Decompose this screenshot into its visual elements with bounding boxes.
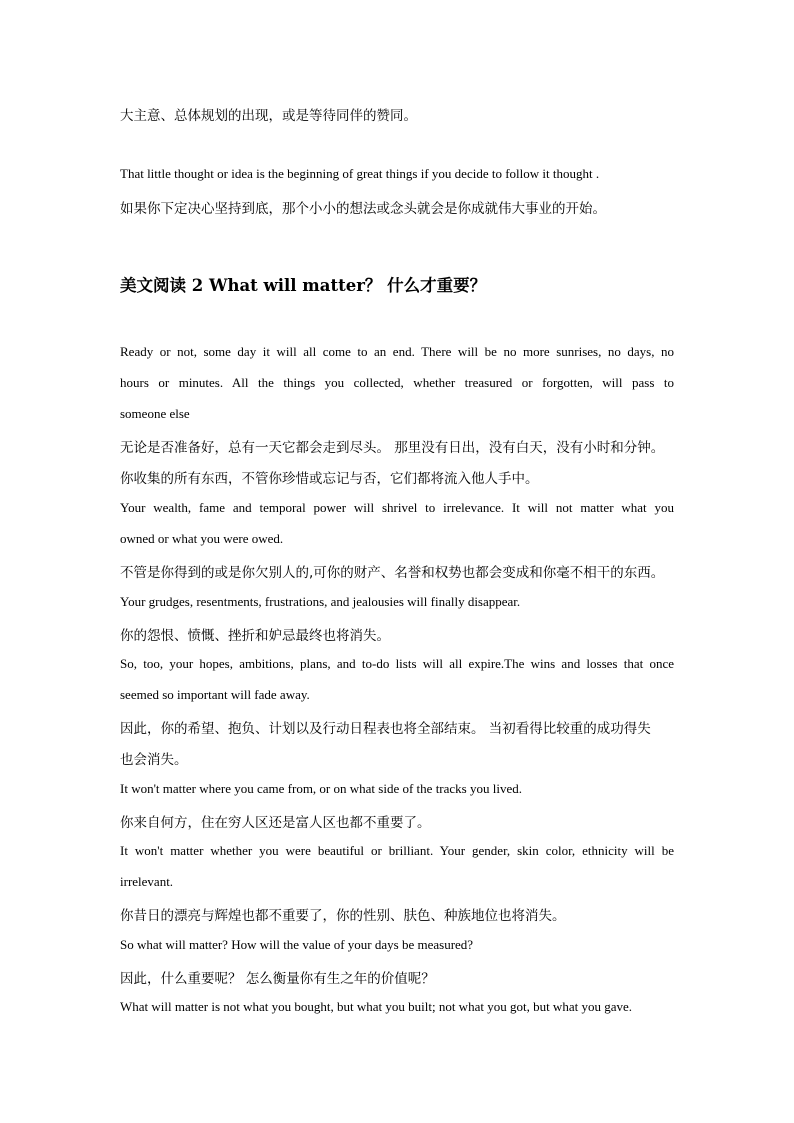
paragraph-line: someone else <box>120 406 190 421</box>
paragraph-line: What will matter is not what you bought, but what you built; not what you got, but what you gave. <box>120 999 632 1014</box>
paragraph-line: It won't matter where you came from, or on what side of the tracks you lived. <box>120 781 522 796</box>
paragraph-line: 因此，你的希望、抱负、计划以及行动日程表也将全部结束。 当初看得比较重的成功得失 <box>120 721 651 737</box>
paragraph-line: hours or minutes. All the things you collected, whether treasured or forgotten, will pass to <box>120 375 674 390</box>
paragraph-line: 你昔日的漂亮与辉煌也都不重要了，你的性别、肤色、种族地位也将消失。 <box>120 908 566 924</box>
paragraph-line: 你的怨恨、愤慨、挫折和妒忌最终也将消失。 <box>120 628 390 644</box>
paragraph-line: Your wealth, fame and temporal power will shrivel to irrelevance. It will not matter what you <box>120 500 674 515</box>
intro-english-line: That little thought or idea is the beginning of great things if you decide to follow it thought . <box>120 166 600 181</box>
intro-chinese-line-2: 如果你下定决心坚持到底，那个小小的想法或念头就会是你成就伟大事业的开始。 <box>120 201 606 217</box>
paragraph-line: Your grudges, resentments, frustrations, and jealousies will finally disappear. <box>120 594 521 609</box>
paragraph-line: So what will matter? How will the value of your days be measured? <box>120 937 474 952</box>
paragraph-line: 也会消失。 <box>120 752 188 768</box>
paragraph-line: 你来自何方，住在穷人区还是富人区也都不重要了。 <box>120 815 431 831</box>
paragraph-line: It won't matter whether you were beautiful or brilliant. Your gender, skin color, ethnicity will be <box>120 843 674 858</box>
paragraph-line: So, too, your hopes, ambitions, plans, and to-do lists will all expire.The wins and losses that once <box>120 656 674 671</box>
section-title: 美文阅读 2 What will matter？ 什么才重要？ <box>120 276 487 295</box>
paragraph-line: 无论是否准备好，总有一天它都会走到尽头。 那里没有日出，没有白天，没有小时和分钟。 <box>120 440 665 456</box>
paragraph-line: irrelevant. <box>120 874 174 889</box>
paragraph-line: 你收集的所有东西，不管你珍惜或忘记与否，它们都将流入他人手中。 <box>120 471 539 487</box>
paragraph-line: seemed so important will fade away. <box>120 687 310 702</box>
intro-chinese-line-1: 大主意、总体规划的出现，或是等待同伴的赞同。 <box>120 108 417 124</box>
paragraph-line: 因此，什么重要呢？ 怎么衡量你有生之年的价值呢？ <box>120 971 435 987</box>
paragraph-line: 不管是你得到的或是你欠别人的,可你的财产、名誉和权势也都会变成和你毫不相干的东西。 <box>120 565 665 581</box>
paragraph-line: Ready or not, some day it will all come to an end. There will be no more sunrises, no days, no <box>120 344 674 359</box>
paragraph-line: owned or what you were owed. <box>120 531 284 546</box>
